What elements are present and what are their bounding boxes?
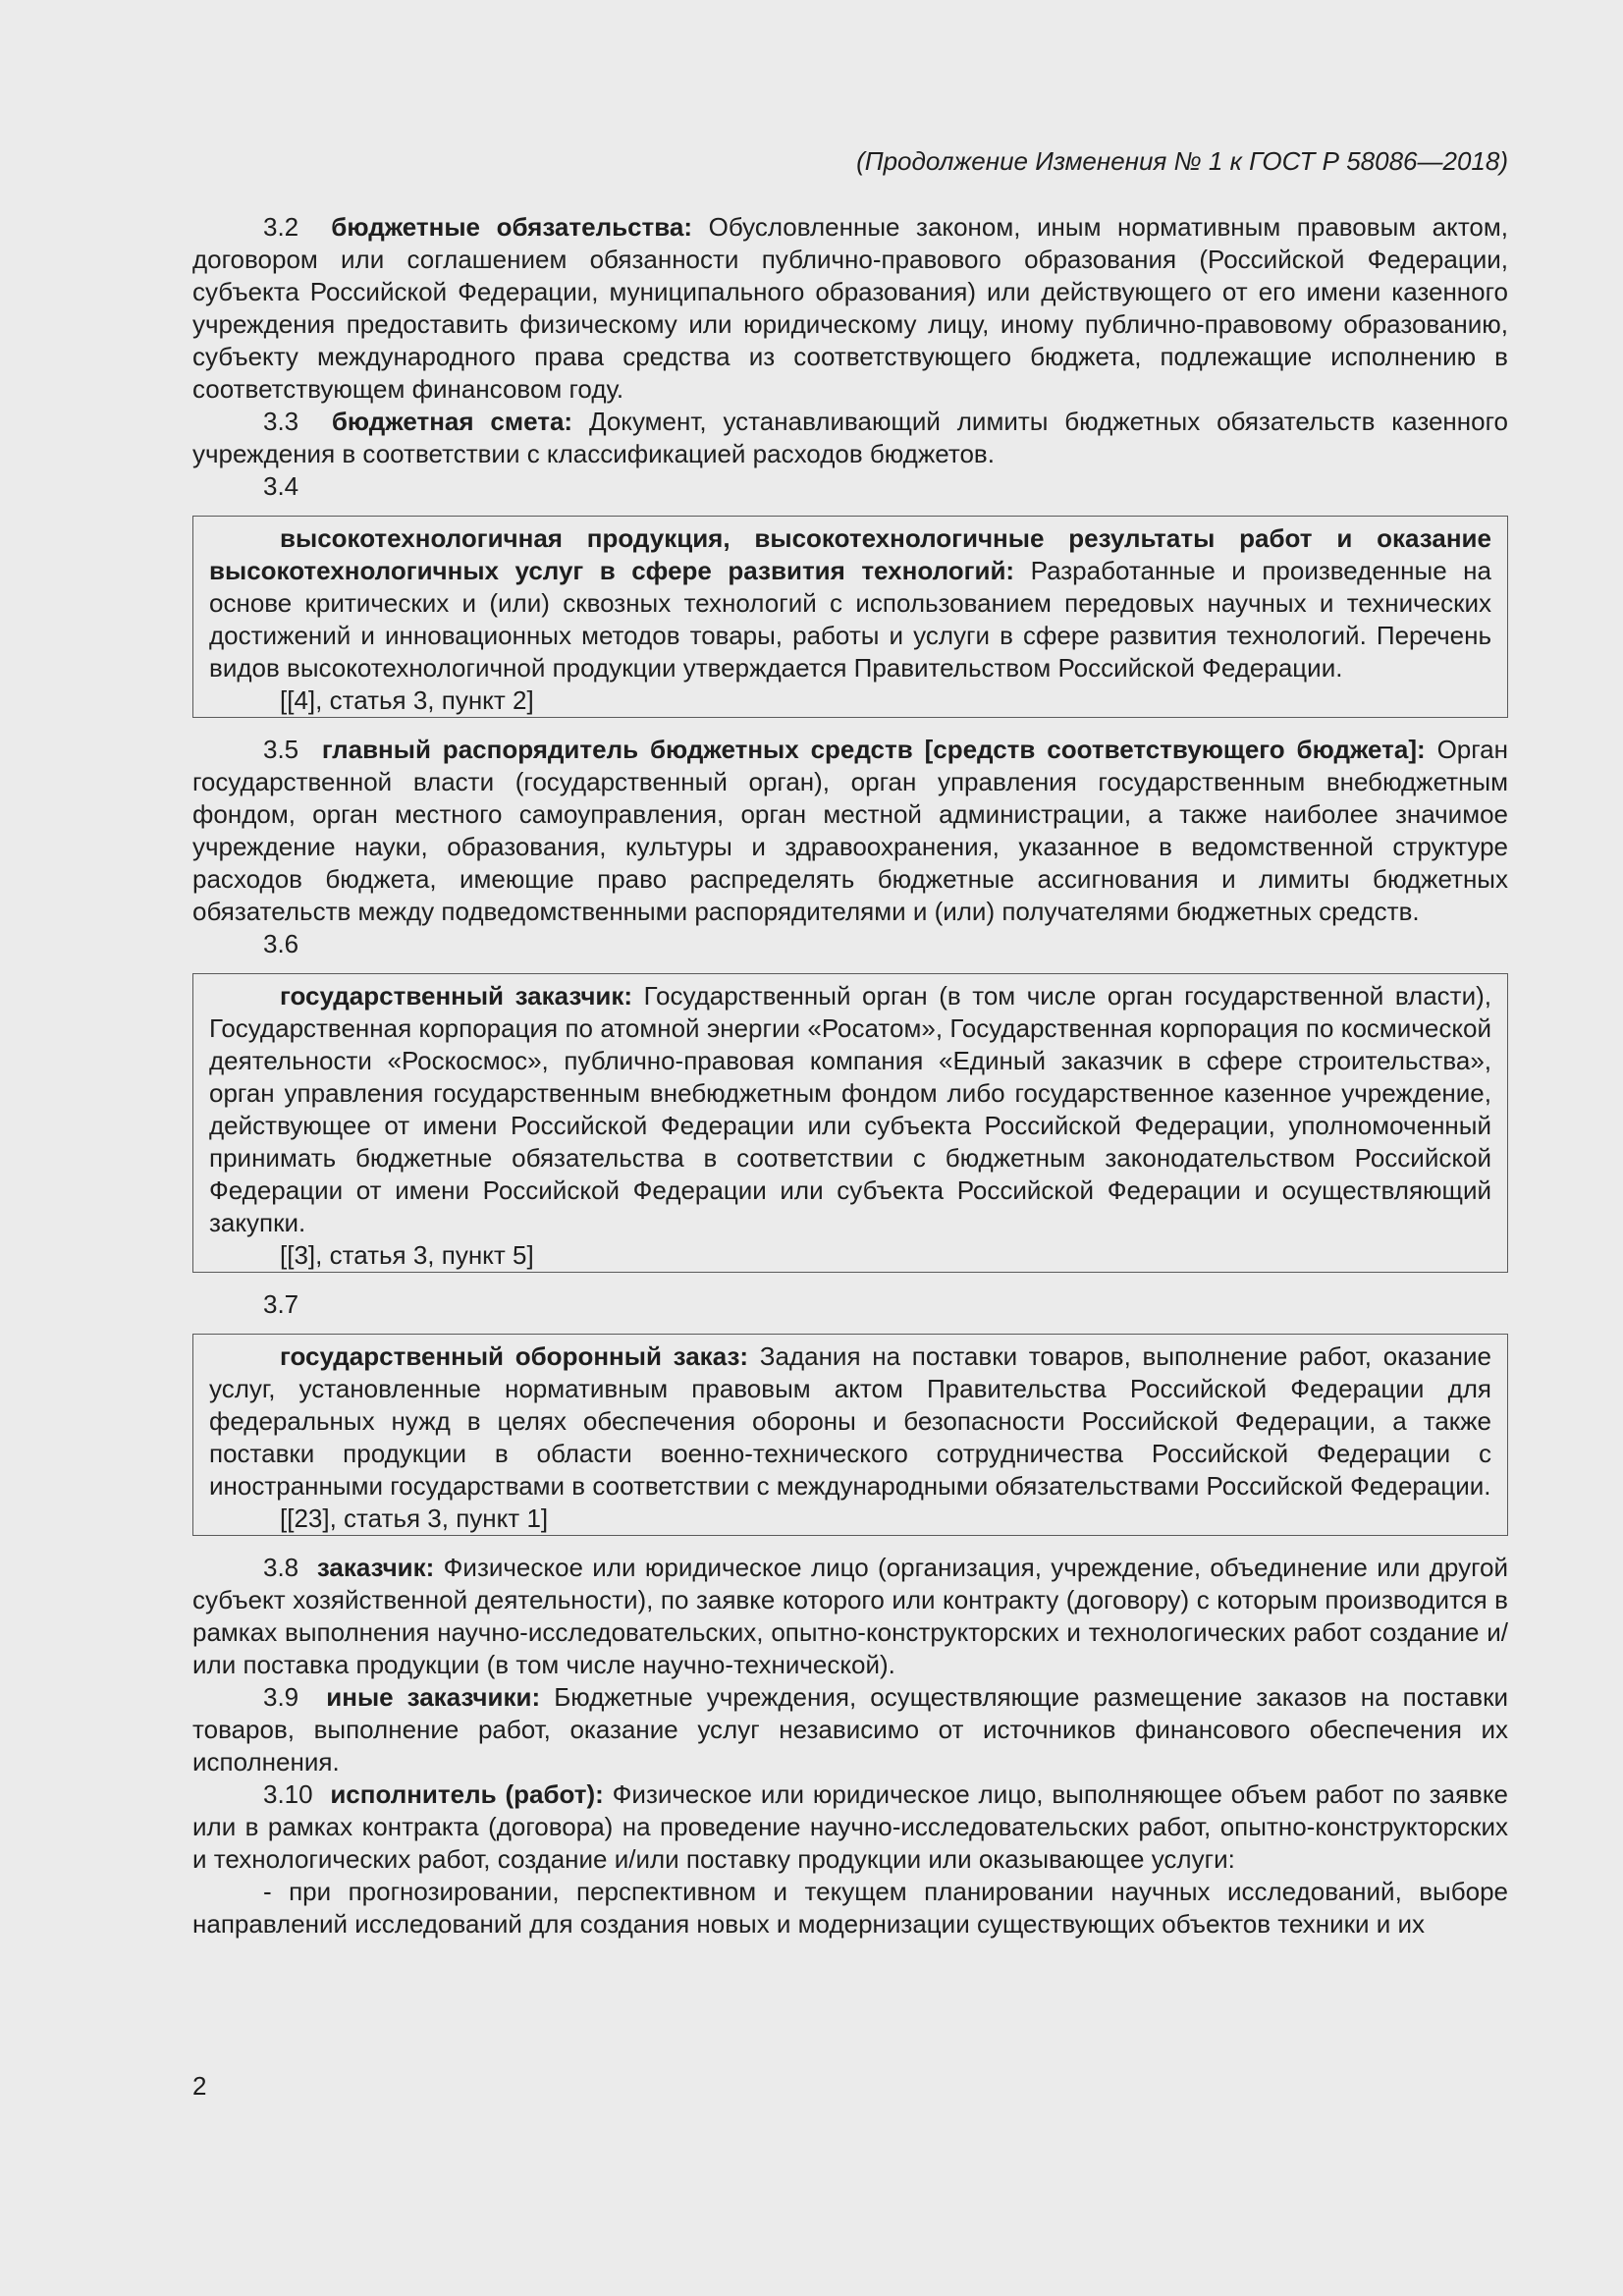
- clause-3-9: [192, 1681, 1508, 1778]
- quoted-definition-box-3-7: [192, 1334, 1508, 1536]
- definition: Документ, устанавливающий лимиты бюджетных обязательств казенного учреждения в соответствии с классификацией расходов бюджетов.: [192, 407, 1508, 468]
- term: бюджетная смета:: [331, 407, 573, 436]
- clause-3-2: [192, 211, 1508, 406]
- term: бюджетные обязательства:: [331, 212, 693, 242]
- term: иные заказчики:: [326, 1682, 541, 1712]
- clause-3-6-number: 3.6: [263, 929, 299, 958]
- term: высокотехнологичная продукция, высокотехнологичные результаты работ и оказание высокотехнологичных услуг в сфере развития технологий:: [209, 523, 1491, 585]
- clause-number: 3.3: [263, 407, 299, 436]
- term: государственный оборонный заказ:: [280, 1341, 749, 1371]
- definition: Обусловленные законом, иным нормативным правовым актом, договором или соглашением обязанности публично-правового образования (Российской Федерации, субъекта Российской Федерации, муниципального образования) или действующего от его имени казенного учреждения предоставить физическому или юридическому лицу, иному публично-правовому образованию, субъекту международного права средства из соответствующего бюджета, подлежащие исполнению в соответствующем финансовом году.: [192, 212, 1508, 404]
- definition: Разработанные и произведенные на основе критических и (или) сквозных технологий с использованием передовых научных и технических достижений и инновационных методов товары, работы и услуги в сфере развития технологий. Перечень видов высокотехнологичной продукции утверждается Правительством Российской Федерации.: [209, 556, 1491, 683]
- source-reference: [[23], статья 3, пункт 1]: [280, 1503, 549, 1533]
- term: исполнитель (работ):: [330, 1779, 604, 1809]
- clause-number: 3.9: [263, 1682, 299, 1712]
- clause-3-4: [209, 522, 1491, 684]
- clause-3-7: [209, 1340, 1491, 1503]
- definition: Бюджетные учреждения, осуществляющие размещение заказов на поставки товаров, выполнение работ, оказание услуг независимо от источников финансового обеспечения их исполнения.: [192, 1682, 1508, 1777]
- clause-number: 3.10: [263, 1779, 313, 1809]
- definition: Физическое или юридическое лицо, выполняющее объем работ по заявке или в рамках контракта (договора) на проведение научно-исследовательских работ, опытно-конструкторских и технологических работ, создание и/или поставку продукции или оказывающее услуги:: [192, 1779, 1508, 1874]
- clause-3-3: [192, 406, 1508, 470]
- clause-3-7-number: 3.7: [263, 1289, 299, 1319]
- definition: Задания на поставки товаров, выполнение работ, оказание услуг, установленные нормативным правовым актом Правительства Российской Федерации для федеральных нужд в целях обеспечения обороны и безопасности Российской Федерации, а также поставки продукции в области военно-технического сотрудничества Российской Федерации с иностранными государствами в соответствии с международными обязательствами Российской Федерации.: [209, 1341, 1491, 1501]
- definition: Орган государственной власти (государственный орган), орган управления государственным внебюджетным фондом, орган местного самоуправления, орган местной администрации, а также наиболее значимое учреждение науки, образования, культуры и здравоохранения, указанное в ведомственной структуре расходов бюджета, имеющие право распределять бюджетные ассигнования и лимиты бюджетных обязательств между подведомственными распорядителями и (или) получателями бюджетных средств.: [192, 735, 1508, 926]
- term: государственный заказчик:: [280, 981, 633, 1011]
- clause-3-4-number: 3.4: [263, 471, 299, 501]
- clause-number: 3.8: [263, 1553, 299, 1582]
- list-item: - при прогнозировании, перспективном и текущем планировании научных исследований, выборе направлений исследований для создания новых и модернизации существующих объектов техники и их: [192, 1877, 1508, 1939]
- clause-3-8: [192, 1552, 1508, 1681]
- clause-3-10: [192, 1778, 1508, 1876]
- definition: Государственный орган (в том числе орган государственной власти), Государственная корпорация по атомной энергии «Росатом», Государственная корпорация по космической деятельности «Роскосмос», публично-правовая компания «Единый заказчик в сфере строительства», орган управления государственным внебюджетным фондом либо государственное казенное учреждение, действующее от имени Российской Федерации или субъекта Российской Федерации, уполномоченный принимать бюджетные обязательства в соответствии с бюджетным законодательством Российской Федерации от имени Российской Федерации или субъекта Российской Федерации и осуществляющий закупки.: [209, 981, 1491, 1237]
- source-reference: [[3], статья 3, пункт 5]: [280, 1240, 534, 1270]
- source-reference: [[4], статья 3, пункт 2]: [280, 685, 534, 715]
- term: заказчик:: [316, 1553, 435, 1582]
- term: главный распорядитель бюджетных средств [средств соответствующего бюджета]:: [321, 735, 1426, 764]
- definition: Физическое или юридическое лицо (организация, учреждение, объединение или другой субъект хозяйственной деятельности), по заявке которого или контракту (договору) с которым производится в рамках выполнения научно-исследовательских, опытно-конструкторских и технологических работ создание и/или поставка продукции (в том числе научно-технической).: [192, 1553, 1508, 1679]
- clause-number: 3.5: [263, 735, 299, 764]
- running-header: (Продолжение Изменения № 1 к ГОСТ Р 58086—2018): [856, 146, 1508, 176]
- clause-3-6: [209, 980, 1491, 1239]
- document-body: [192, 211, 1508, 1941]
- quoted-definition-box-3-4: [192, 516, 1508, 718]
- clause-number: 3.2: [263, 212, 299, 242]
- page-number: 2: [192, 2071, 207, 2101]
- quoted-definition-box-3-6: [192, 973, 1508, 1273]
- clause-3-5: [192, 734, 1508, 928]
